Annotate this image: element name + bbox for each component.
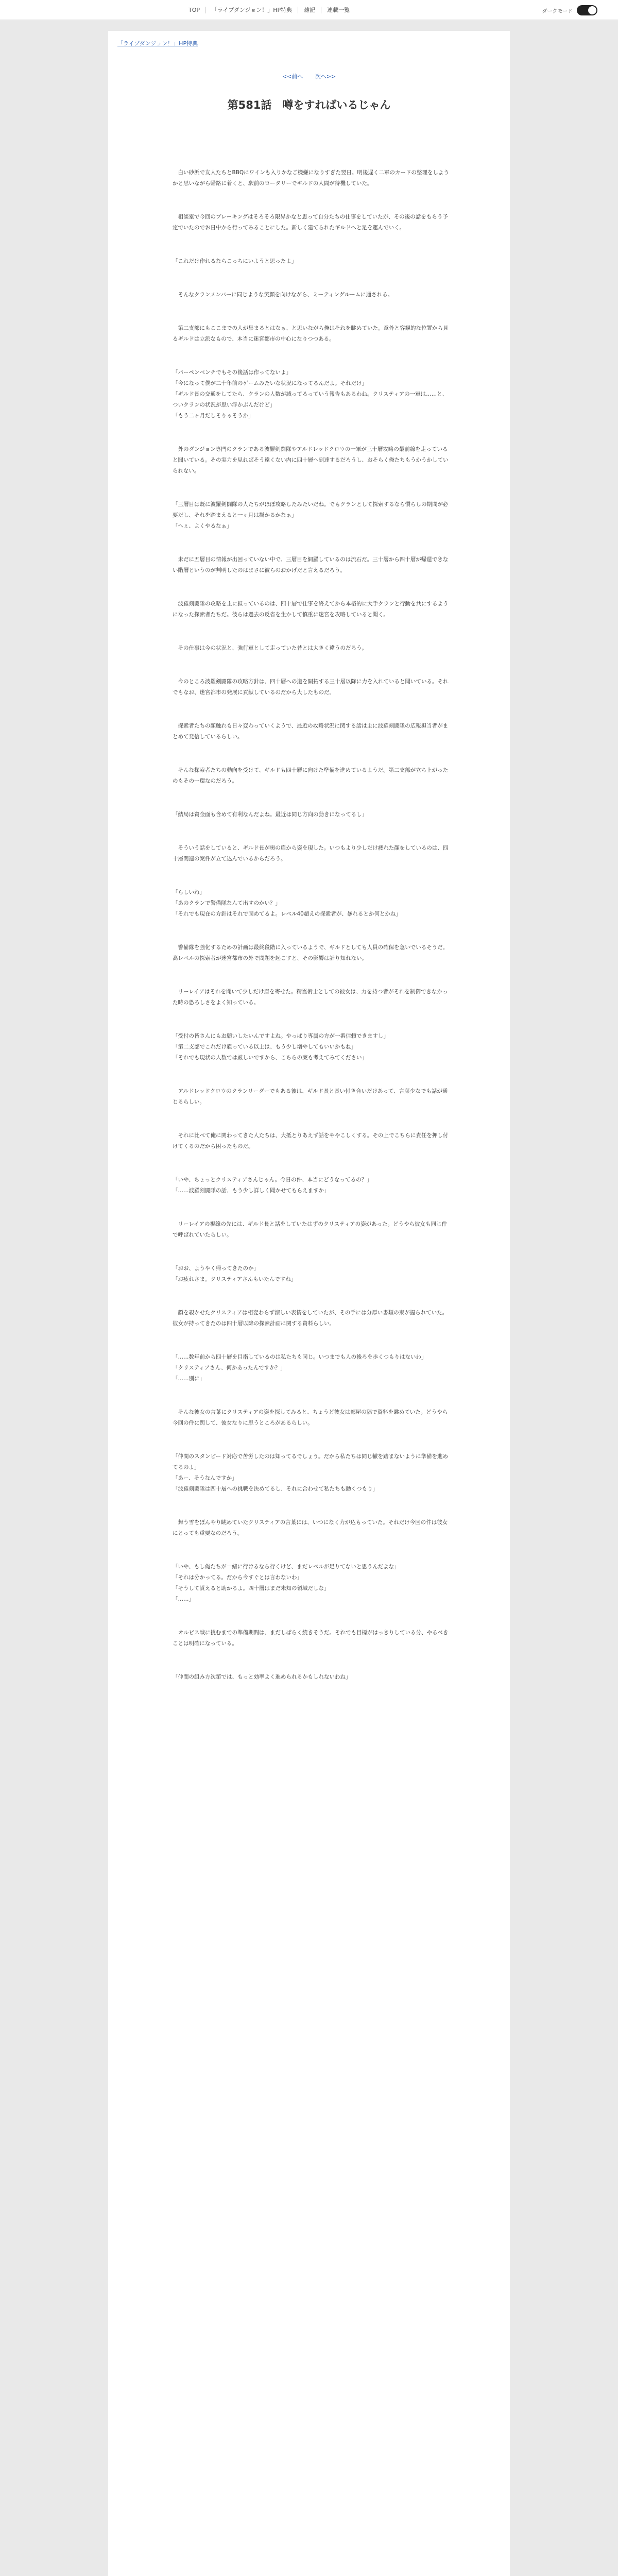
chapter-body — [173, 167, 451, 1705]
body-paragraph: 相談室で今回のブレーキングはそろそろ限界かなと思って自分たちの仕事をしていたが、その後の話をもらう予定でいたのでお日中から行ってみることにした。新しく建てられたギルドへと足を運んでいく。 — [173, 214, 448, 231]
body-paragraph: 「……数年前から四十層を目指しているのは私たちも同じ。いつまでも人の後ろを歩くつもりはないわ」 「クリスティアさん、何かあったんですか？」 「……別に」 — [173, 1354, 427, 1382]
next-chapter-link[interactable]: 次へ>> — [315, 73, 336, 80]
body-paragraph: 警備隊を強化するための計画は最終段階に入っているようで、ギルドとしても人員の確保を急いでいるそうだ。高レベルの探索者が迷宮都市の外で問題を起こすと、その影響は計り知れない。 — [173, 944, 449, 961]
nav-link-notes[interactable]: 雑記 — [298, 7, 321, 13]
body-paragraph: 顔を覗かせたクリスティアは相変わらず涼しい表情をしていたが、その手には分厚い書類の束が握られていた。彼女が持ってきたのは四十層以降の探索計画に関する資料らしい。 — [173, 1310, 448, 1327]
body-paragraph: アルドレッドクロウのクランリーダーでもある彼は、ギルド長と長い付き合いだけあって、言葉少なでも話が通じるらしい。 — [173, 1088, 448, 1105]
body-paragraph: リーレイアの視線の先には、ギルド長と話をしていたはずのクリスティアの姿があった。どうやら彼女も同じ件で呼ばれていたらしい。 — [173, 1221, 447, 1238]
body-paragraph: リーレイアはそれを聞いて少しだけ眉を寄せた。精霊術士としての彼女は、力を持つ者がそれを制御できなかった時の恐ろしさをよく知っている。 — [173, 989, 448, 1006]
top-navigation-bar — [0, 0, 618, 20]
body-paragraph: 「いや、もし俺たちが一緒に行けるなら行くけど、まだレベルが足りてないと思うんだよな」 「それは分かってる。だから今すぐとは言わないわ」 「そうして貰えると助かるよ。四十層はまだ未知の領域だしな」 「……」 — [173, 1564, 400, 1602]
body-paragraph: 波羅剣闘隊の攻略を主に担っているのは、四十層で仕事を終えてから本格的に大手クランと行動を共にするようになった探索者たちだ。彼らは過去の反省を生かして慎重に迷宮を攻略していると聞く。 — [173, 601, 449, 618]
body-paragraph: 探索者たちの顔触れも日々変わっていくようで、最近の攻略状況に関する話は主に波羅剣闘隊の広報担当者がまとめて発信しているらしい。 — [173, 723, 449, 740]
body-paragraph: 「これだけ作れるならこっちにいようと思ったよ」 — [173, 258, 297, 264]
body-paragraph: 「三層目は既に波羅剣闘隊の人たちがほぼ攻略したみたいだね。でもクランとして探索するなら慣らしの期間が必要だし、それを踏まえると一ヶ月は掛かるかなぁ」 「へぇ、よくやるなぁ」 — [173, 501, 449, 529]
prev-chapter-link[interactable]: <<前へ — [282, 73, 303, 80]
body-paragraph: 「らしいね」 「あのクランで警備隊なんて出すのかい？」 「それでも現在の方針はそれで固めてるよ。レベル40超えの探索者が、暴れるとか何とかね」 — [173, 889, 401, 917]
body-paragraph: そんなクランメンバーに同じような笑顔を向けながら、ミーティングルームに通される。 — [173, 292, 393, 298]
body-paragraph: 第二支部にもここまでの人が集まるとはなぁ、と思いながら俺はそれを眺めていた。意外と客観的な位置から見るギルドは立派なもので、本当に迷宮都市の中心になりつつある。 — [173, 325, 449, 342]
body-paragraph: そんな探索者たちの動向を受けて、ギルドも四十層に向けた準備を進めているようだ。第二支部が立ち上がったのもその一環なのだろう。 — [173, 767, 449, 784]
body-paragraph: 「仲間のスタンピード対応で苦労したのは知ってるでしょう。だから私たちは同じ轍を踏まないように準備を進めてるのよ」 「あー、そうなんですか」 「波羅剣闘隊は四十層への挑戦を決めてるし、それに合わせて私たちも動くつもり」 — [173, 1453, 448, 1492]
body-paragraph: そういう話をしていると、ギルド長が奥の扉から姿を現した。いつもより少しだけ疲れた顔をしているのは、四十層関連の案件が立て込んでいるからだろう。 — [173, 845, 449, 862]
body-paragraph: その仕事は今の状況と、強行軍として走っていた昔とは大きく違うのだろう。 — [173, 645, 367, 651]
dark-mode-label: ダークモード — [542, 8, 573, 14]
nav-link-series-list[interactable]: 連載一覧 — [321, 7, 355, 13]
body-paragraph: それに比べて俺に関わってきた人たちは、大抵とりあえず話をややこしくする。その上でこちらに責任を押し付けてくるのだから困ったものだ。 — [173, 1132, 449, 1149]
dark-mode-toggle[interactable] — [577, 5, 597, 15]
chapter-title: 第581話 噂をすればいるじゃん — [227, 99, 391, 111]
body-paragraph: 未だに五層目の情報が出回っていない中で、三層目を網羅しているのは流石だ。三十層から四十層が帰還できない階層というのが判明したのはまさに彼らのおかげだと言えるだろう。 — [173, 556, 449, 573]
chapter-pager — [108, 72, 510, 80]
novel-page — [108, 31, 510, 2576]
body-paragraph: 「パーペンベンチでもその後話は作ってないよ」 「今になって僕が二十年前のゲームみたいな状況になってるんだよ。それだけ」 「ギルド長の交通をしてたら、クランの人数が減ってるっていう報告もあるわね。クリスティアの一軍は……と、ついクランの状況が思い浮かぶんだけど」 「もう二ヶ月だしそりゃそうか」 — [173, 369, 448, 419]
nav-link-top[interactable]: TOP — [188, 6, 200, 13]
body-paragraph: 「結局は資金面も含めて有利なんだよね。最近は同じ方向の動きになってるし」 — [173, 811, 367, 818]
top-nav — [183, 0, 355, 20]
dark-mode-control — [542, 5, 597, 15]
breadcrumb[interactable]: 「ライブダンジョン！」HP特典 — [117, 40, 198, 47]
body-paragraph: 「仲間の組み方次第では、もっと効率よく進められるかもしれないわね」 — [173, 1674, 351, 1680]
toggle-knob — [588, 6, 596, 14]
body-paragraph: 「いや、ちょっとクリスティアさんじゃん。今日の件、本当にどうなってるの？」 「……波羅剣闘隊の話、もう少し詳しく聞かせてもらえますか」 — [173, 1177, 372, 1194]
body-paragraph: オルビス戦に挑むまでの準備期間は、まだしばらく続きそうだ。それでも目標がはっきりしている分、やるべきことは明確になっている。 — [173, 1630, 449, 1647]
nav-link-hp-bonus[interactable]: 「ライブダンジョン！」HP特典 — [205, 7, 298, 13]
body-paragraph: 舞う雪をぼんやり眺めていたクリスティアの言葉には、いつになく力が込もっていた。それだけ今回の件は彼女にとっても重要なのだろう。 — [173, 1519, 448, 1536]
body-paragraph: 今のところ波羅剣闘隊の攻略方針は、四十層への道を開拓する三十層以降に力を入れていると聞いている。それでもなお、迷宮都市の発展に貢献しているのだから大したものだ。 — [173, 679, 449, 696]
body-paragraph: そんな彼女の言葉にクリスティアの姿を探してみると、ちょうど彼女は部屋の隅で資料を眺めていた。どうやら今回の件に関して、彼女なりに思うところがあるらしい。 — [173, 1409, 448, 1426]
body-paragraph: 「受付の皆さんにもお願いしたいんですよね。やっぱり専属の方が一番信頼できますし」 「第二支部でこれだけ雇っている以上は、もう少し増やしてもいいかもね」 「それでも現状の人数では厳しいですから、こちらの案も考えてみてください」 — [173, 1033, 389, 1061]
body-paragraph: 外のダンジョン専門のクランである波羅剣闘隊やアルドレッドクロウの一軍が三十層攻略の最前線を走っていると聞いている。その実力を見ればそう遠くない内に四十層へ到達するだろうし、おそらく俺たちもうかうかしていられない。 — [173, 446, 449, 474]
body-paragraph: 白い砂浜で友人たちとBBQにワインも入りかなご機嫌になりすぎた翌日。明後遅く二軍のカードの整理をしようかと思いながら帰路に着くと、駅前のロータリーでギルドの人間が待機していた。 — [173, 170, 449, 187]
body-paragraph: 「おお、ようやく帰ってきたのか」 「お疲れさま。クリスティアさんもいたんですね」 — [173, 1265, 297, 1282]
